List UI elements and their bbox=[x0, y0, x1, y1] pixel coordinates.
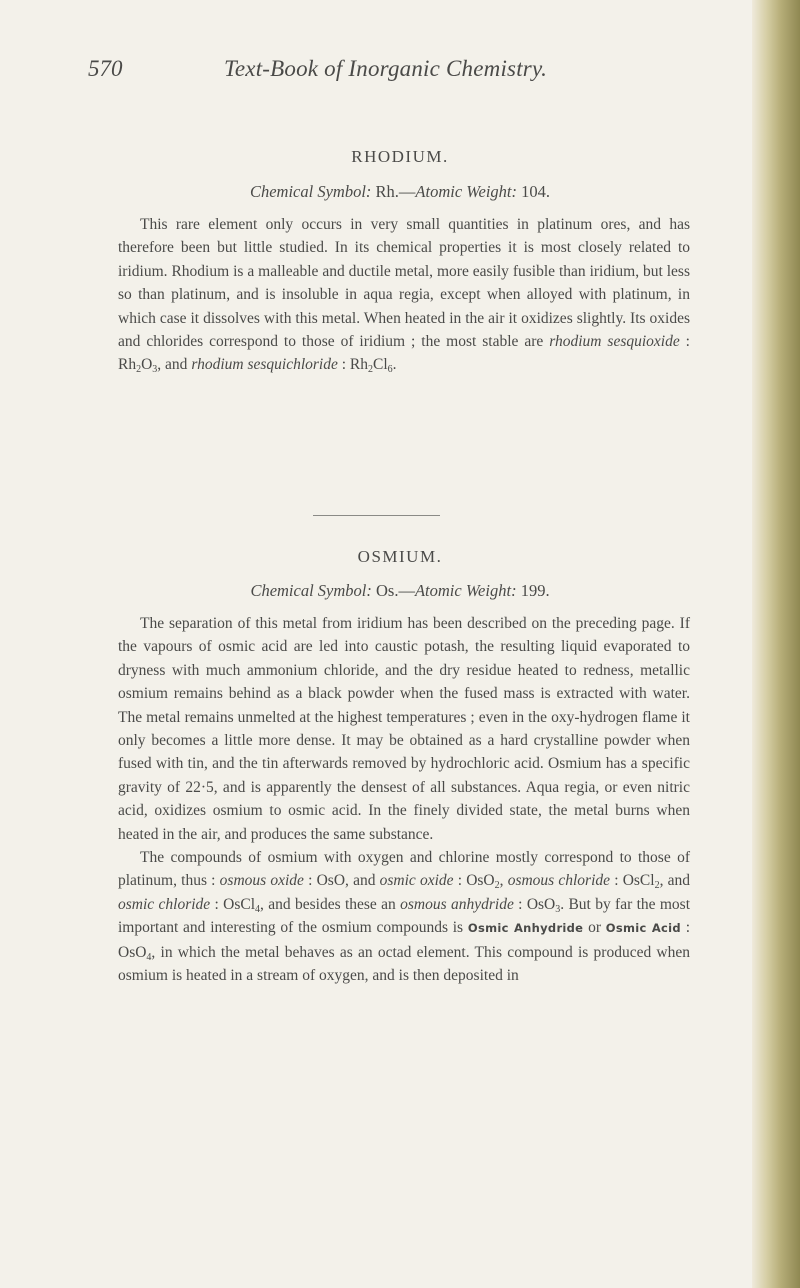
page-header bbox=[88, 56, 720, 92]
osmium-paragraph: The separation of this metal from iridium has been described on the preceding page. If the vapours of osmic acid are led into caustic potash, the resulting liquid evaporated to dryness with much ammonium chloride, and the dry residue heated to redness, metallic osmium remains behind as a black powder when the fused mass is extracted with water. The metal remains unmelted at the highest temperatures ; even in the oxy-hydrogen flame it only becomes a little more dense. It may be obtained as a hard crystalline powder when fused with tin, and the tin afterwards removed by hydrochloric acid. Osmium has a specific gravity of 22·5, and is apparently the densest of all substances. Aqua regia, or even nitric acid, oxidizes osmium to osmic acid. In the finely divided state, the metal burns when heated in the air, and produces the same substance. bbox=[118, 615, 690, 843]
symbol-label: Chemical Symbol bbox=[250, 581, 367, 600]
rhodium-text: This rare element only occurs in very small quantities in platinum ores, and has therefore been but little studied. In its chemical properties it is most closely related to iridium. Rhodium is a malleable and ductile metal, more easily fusible than iridium, but less so than platinum, and is insoluble in aqua regia, except when alloyed with platinum, in which case it dissolves with this metal. When heated in the air it oxidizes slightly. Its oxides and chlorides correspond to those of iridium ; the most stable are bbox=[118, 216, 690, 351]
rhodium-heading: RHODIUM. bbox=[351, 147, 449, 166]
compound-formula: $Rh_2O_3$ bbox=[118, 356, 158, 376]
term-heading: Osmic Acid bbox=[605, 921, 681, 936]
rhodium-body: This rare element only occurs in very small quantities in platinum ores, and has therefore been but little studied. In its chemical properties it is most closely related to iridium. Rhodium is a malleable and ductile metal, more easily fusible than iridium, but less so than platinum, and is insoluble in aqua regia, except when alloyed with platinum, in which case it dissolves with this metal. When heated in the air it oxidizes slightly. Its oxides and chlorides correspond to those of iridium ; the most stable are rhodium sesquioxide : $Rh_2O_3$, and rhodium sesquichloride : $Rh_2Cl_6$. bbox=[118, 216, 690, 376]
section-divider bbox=[313, 515, 440, 516]
osmium-paragraph-2: The compounds of osmium with oxygen and chlorine mostly correspond to those of platinum, thus : osmous oxide : OsO, and osmic oxide : OsO$_2$, osmous chloride : OsCl$_2$, and osmic chloride : OsCl$_4$, and besides these an osmous anhydride : OsO$_3$. But by far the most important and interesting of the osmium compounds is Osmic Anhydride or Osmic Acid : OsO$_4$, in which the metal behaves as an octad element. This compound is produced when osmium is heated in a stream of oxygen, and is then deposited in bbox=[118, 849, 691, 985]
weight-label: Atomic Weight bbox=[414, 581, 512, 600]
term-heading: Osmic Anhydride bbox=[467, 921, 584, 936]
symbol-value: Os. bbox=[376, 581, 399, 600]
compound-name: rhodium sesquichloride bbox=[191, 356, 338, 374]
osmium-heading: OSMIUM. bbox=[357, 547, 443, 566]
weight-label: Atomic Weight bbox=[415, 182, 512, 201]
page-number: 570 bbox=[88, 56, 123, 81]
weight-value: 104. bbox=[521, 182, 551, 201]
osmium-symbol-line: Chemical Symbol: Os.—Atomic Weight: 199. bbox=[250, 581, 550, 600]
running-title: Text-Book of Inorganic Chemistry. bbox=[224, 56, 548, 81]
compound-formula: $Rh_2Cl_6$ bbox=[349, 356, 393, 376]
osmium-body bbox=[118, 612, 690, 988]
compound-name: rhodium sesquioxide bbox=[549, 333, 680, 351]
symbol-value: Rh. bbox=[375, 182, 399, 201]
weight-value: 199. bbox=[520, 581, 550, 600]
symbol-label: Chemical Symbol bbox=[249, 182, 366, 201]
rhodium-symbol-line: Chemical Symbol: Rh.—Atomic Weight: 104. bbox=[249, 182, 551, 201]
